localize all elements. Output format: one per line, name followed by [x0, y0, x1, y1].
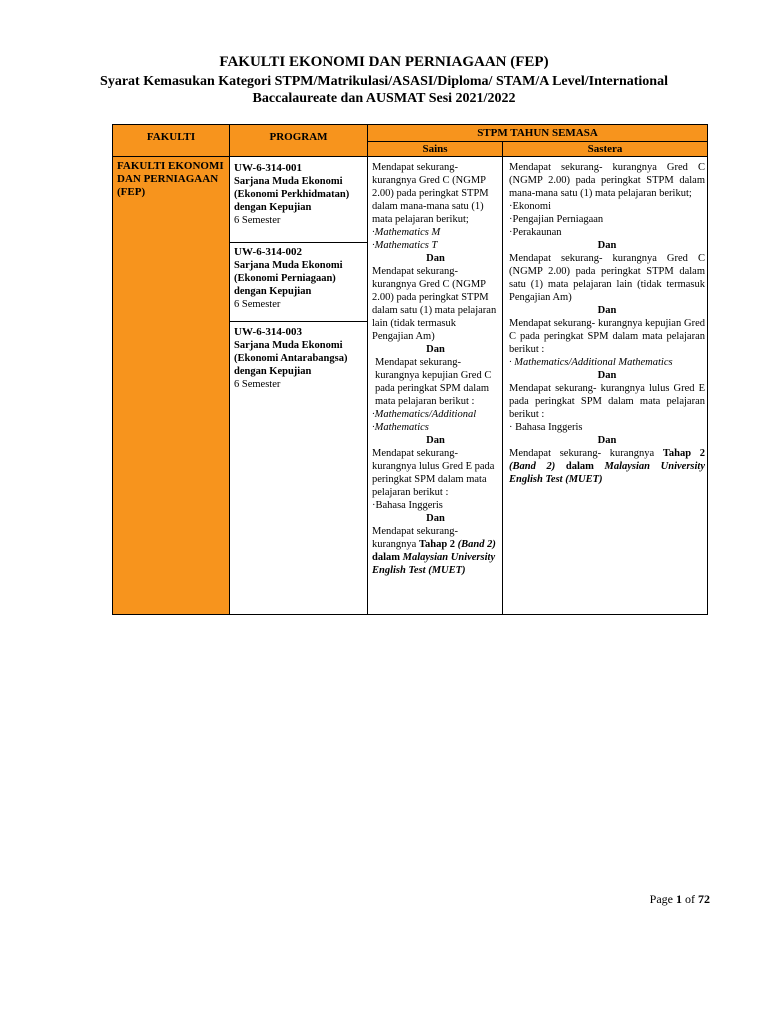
page-of: of	[682, 892, 698, 906]
sastera-subject: · Mathematics/Additional Mathematics	[509, 357, 673, 368]
sastera-req-5	[509, 447, 705, 486]
page-prefix: Page	[649, 892, 676, 906]
sastera-req-3: Mendapat sekurang- kurangnya kepujian Gred C pada peringkat SPM dalam mata pelajaran berikut :	[509, 318, 705, 355]
program-duration: 6 Semester	[234, 215, 281, 226]
req-muet: Malaysian University English Test (MUET)	[372, 552, 496, 576]
program-code: UW-6-314-003	[234, 326, 303, 338]
program-name: Sarjana Muda Ekonomi (Ekonomi Perniagaan) dengan Kepujian	[234, 260, 343, 297]
program-name: Sarjana Muda Ekonomi (Ekonomi Perkhidmatan) dengan Kepujian	[234, 176, 350, 213]
document-subtitle-line2: Baccalaureate dan AUSMAT Sesi 2021/2022	[252, 91, 516, 106]
sastera-requirements-cell	[502, 157, 708, 615]
program-cell-1	[229, 157, 367, 243]
header-program-label: PROGRAM	[269, 131, 328, 143]
header-sains	[367, 141, 502, 157]
document-title: FAKULTI EKONOMI DAN PERNIAGAAN (FEP)	[219, 54, 549, 70]
sains-subject: ·Mathematics M	[372, 227, 441, 238]
sastera-subject: ·Ekonomi	[509, 201, 551, 212]
dan-connector: Dan	[597, 240, 617, 251]
sains-req-4: Mendapat sekurang-kurangnya lulus Gred E pada peringkat SPM dalam mata pelajaran berikut :	[372, 448, 495, 498]
dan-connector: Dan	[597, 435, 617, 446]
sains-req-3: Mendapat sekurang-kurangnya kepujian Gred C pada peringkat SPM dalam mata pelajaran berikut :	[375, 357, 492, 407]
program-cell-2	[229, 243, 367, 322]
program-code: UW-6-314-001	[234, 162, 303, 174]
dan-connector: Dan	[597, 305, 617, 316]
sastera-subject: ·Perakaunan	[509, 227, 562, 238]
program-cell-3	[229, 322, 367, 615]
req-dalam: dalam	[372, 552, 403, 563]
program-duration: 6 Semester	[234, 299, 281, 310]
req-tahap: Tahap 2	[662, 448, 706, 459]
page-current: 1	[676, 892, 682, 906]
dan-connector: Dan	[597, 370, 617, 381]
req-tahap: Tahap 2	[418, 539, 456, 550]
req-band: (Band 2)	[509, 461, 566, 472]
req-text: Mendapat sekurang- kurangnya	[509, 448, 663, 459]
document-subtitle: Syarat Kemasukan Kategori STPM/Matrikulasi/ASASI/Diploma/ STAM/A Level/International	[100, 74, 668, 89]
sastera-subject: ·Pengajian Perniagaan	[509, 214, 604, 225]
req-dalam: dalam	[565, 461, 605, 472]
header-fakulti-label: FAKULTI	[146, 131, 196, 143]
sains-req-5	[372, 525, 499, 577]
fakulti-name: FAKULTI EKONOMI DAN PERNIAGAAN (FEP)	[117, 160, 224, 198]
sains-requirements-cell	[367, 157, 502, 615]
page-total: 72	[698, 892, 710, 906]
page-number	[620, 892, 710, 907]
sains-req-1: Mendapat sekurang-kurangnya Gred C (NGMP 2.00) pada peringkat STPM dalam mana-mana satu (1) mata pelajaran berikut;	[372, 162, 489, 225]
dan-connector: Dan	[426, 344, 445, 355]
program-duration: 6 Semester	[234, 379, 281, 390]
sains-subject: ·Mathematics/Additional	[372, 409, 477, 420]
sains-subject: ·Mathematics T	[372, 240, 438, 251]
header-sains-label: Sains	[422, 143, 448, 155]
program-code: UW-6-314-002	[234, 246, 303, 258]
req-muet: Malaysian University English Test (MUET)	[509, 461, 705, 485]
fakulti-cell	[112, 157, 229, 615]
sastera-subject: · Bahasa Inggeris	[509, 422, 583, 433]
sains-subject: ·Bahasa Inggeris	[372, 500, 443, 511]
header-stpm-label: STPM TAHUN SEMASA	[477, 127, 598, 139]
sastera-req-4: Mendapat sekurang- kurangnya lulus Gred E pada peringkat SPM dalam mata pelajaran berikut :	[509, 383, 705, 420]
header-program	[229, 124, 367, 157]
req-band: (Band 2)	[455, 539, 496, 550]
dan-connector: Dan	[426, 435, 445, 446]
header-fakulti	[112, 124, 229, 157]
sains-subject: ·Mathematics	[372, 422, 429, 433]
header-sastera-label: Sastera	[587, 143, 623, 155]
sains-req-2: Mendapat sekurang-kurangnya Gred C (NGMP 2.00) pada peringkat STPM dalam satu (1) mata pelajaran lain (tidak termasuk Pengajian Am)	[372, 266, 497, 342]
sastera-req-2: Mendapat sekurang- kurangnya Gred C (NGMP 2.00) pada peringkat STPM dalam satu (1) mata pelajaran lain (tidak termasuk Pengajian Am)	[509, 253, 705, 303]
sastera-req-1: Mendapat sekurang- kurangnya Gred C (NGMP 2.00) pada peringkat STPM dalam mana-mana satu (1) mata pelajaran berikut;	[509, 162, 705, 199]
program-name: Sarjana Muda Ekonomi (Ekonomi Antarabangsa) dengan Kepujian	[234, 340, 348, 377]
dan-connector: Dan	[426, 513, 445, 524]
header-stpm	[367, 124, 708, 141]
header-sastera	[502, 141, 708, 157]
dan-connector: Dan	[426, 253, 445, 264]
req-text: Mendapat sekurang-kurangnya	[372, 526, 459, 550]
